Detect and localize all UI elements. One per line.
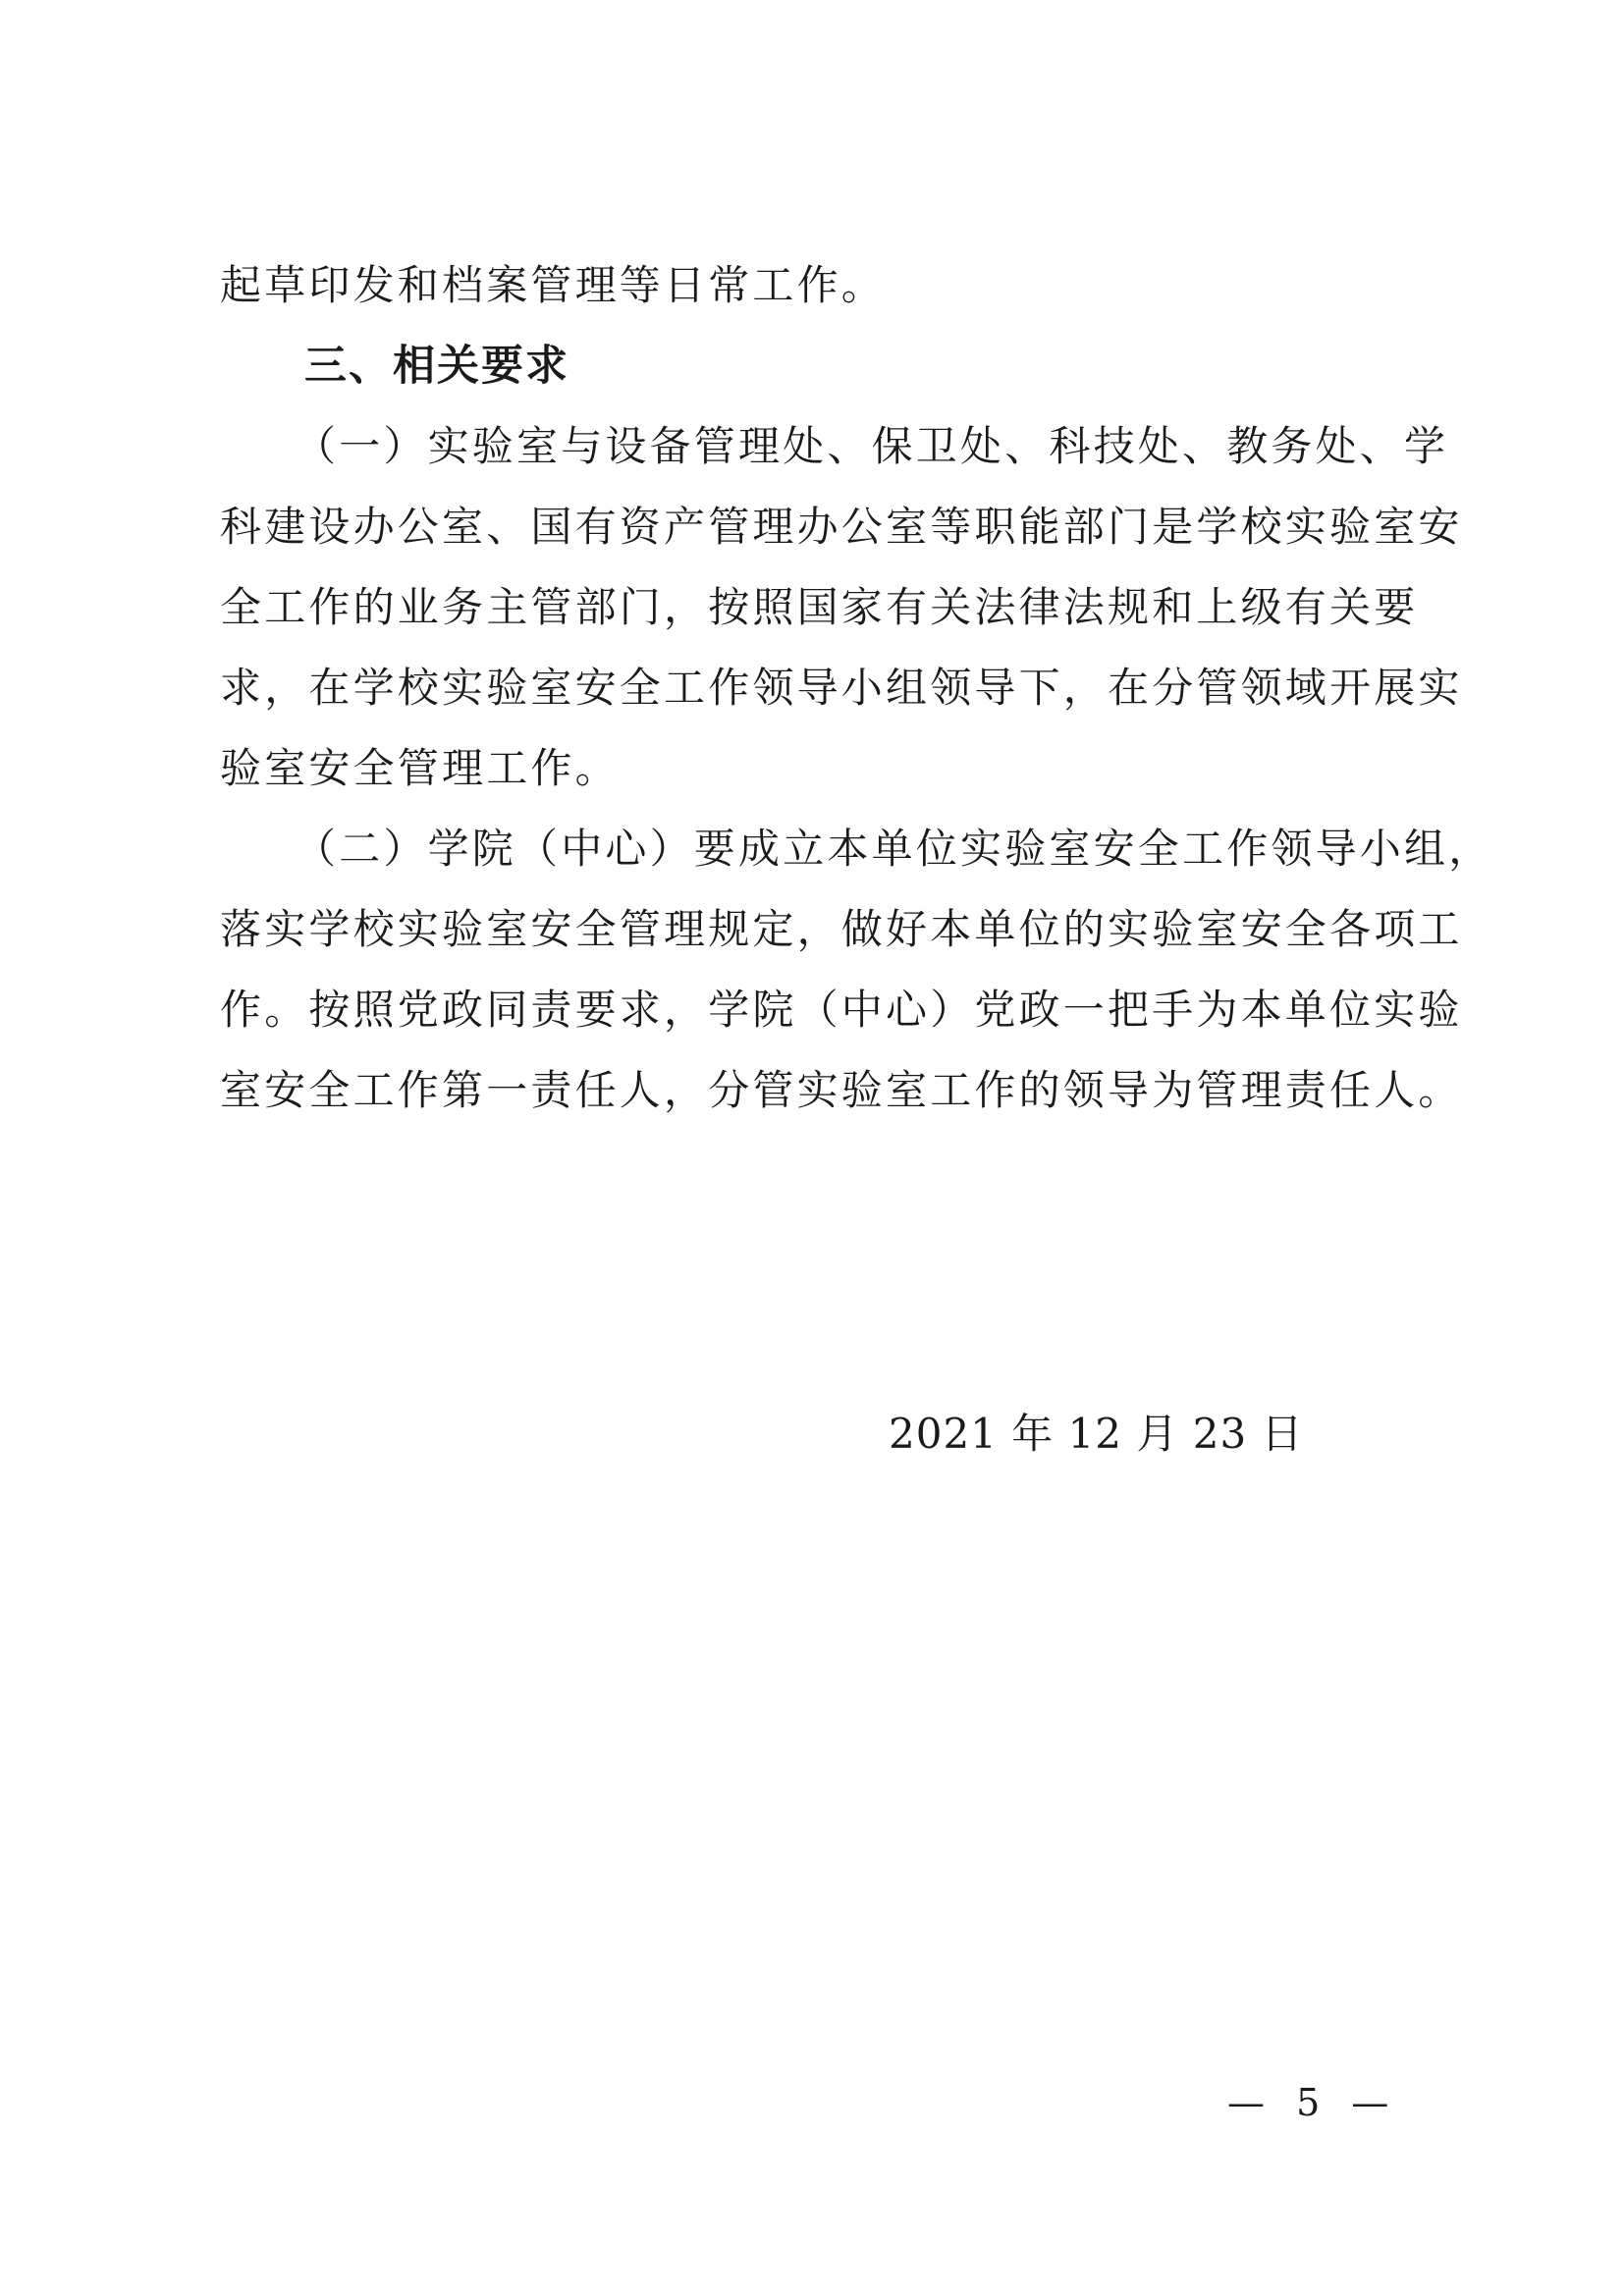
- paragraph-1-line: 科建设办公室、国有资产管理办公室等职能部门是学校实验室安: [220, 503, 1463, 551]
- paragraph-2-line: （二）学院（中心）要成立本单位实验室安全工作领导小组，: [295, 825, 1493, 873]
- paragraph-1-line: 求，在学校实验室安全工作领导小组领导下，在分管领域开展实: [220, 664, 1463, 712]
- section-heading: 三、相关要求: [304, 342, 569, 391]
- paragraph-2-line: 作。按照党政同责要求，学院（中心）党政一把手为本单位实验: [220, 986, 1463, 1034]
- document-date: 2021 年 12 月 23 日: [889, 1410, 1304, 1458]
- paragraph-2-line: 室安全工作第一责任人，分管实验室工作的领导为管理责任人。: [220, 1066, 1463, 1114]
- paragraph-1-line: 验室安全管理工作。: [220, 744, 620, 792]
- page-number: — 5 —: [1227, 2081, 1399, 2124]
- paragraph-1-line: （一）实验室与设备管理处、保卫处、科技处、教务处、学: [295, 422, 1449, 470]
- body-text-line: 起草印发和档案管理等日常工作。: [220, 261, 887, 309]
- paragraph-1-line: 全工作的业务主管部门，按照国家有关法律法规和上级有关要: [220, 583, 1419, 631]
- paragraph-2-line: 落实学校实验室安全管理规定，做好本单位的实验室安全各项工: [220, 905, 1463, 953]
